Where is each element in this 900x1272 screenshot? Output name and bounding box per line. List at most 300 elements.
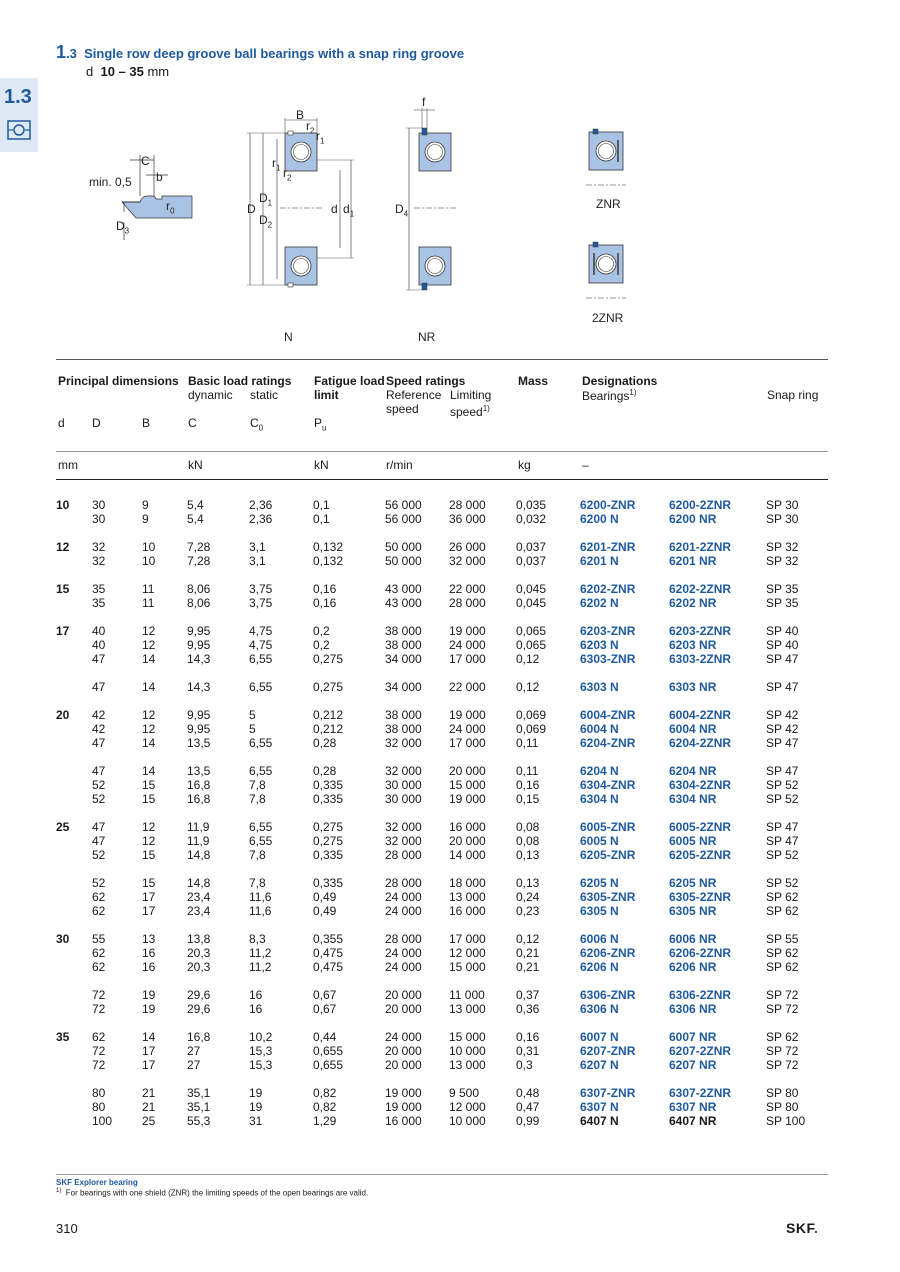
footnote-explorer: SKF Explorer bearing	[56, 1178, 138, 1187]
cell-B: 17	[142, 1058, 156, 1072]
cell-b2[interactable]: 6202 NR	[669, 596, 717, 610]
cell-b2[interactable]: 6304-2ZNR	[669, 778, 732, 792]
cell-b2[interactable]: 6204-2ZNR	[669, 736, 732, 750]
cell-b1[interactable]: 6202 N	[580, 596, 619, 610]
cell-D: 62	[92, 1030, 106, 1044]
cell-D: 80	[92, 1086, 106, 1100]
cell-d	[56, 1086, 92, 1100]
cell-d	[56, 722, 92, 736]
sym-d: d	[58, 416, 65, 430]
cell-ref: 20 000	[385, 1058, 422, 1072]
table-row	[56, 1002, 826, 1016]
table-row	[56, 792, 826, 806]
cell-lim: 16 000	[449, 904, 486, 918]
cell-lim: 13 000	[449, 1058, 486, 1072]
cell-ref: 38 000	[385, 624, 422, 638]
cell-sr: SP 47	[766, 764, 799, 778]
label-r0: $r_0$	[166, 199, 175, 216]
table-row	[56, 960, 826, 974]
cell-ref: 32 000	[385, 820, 422, 834]
cell-b1[interactable]: 6203-ZNR	[580, 624, 636, 638]
section-title: 1.3 Single row deep groove ball bearings with a snap ring groove	[56, 42, 465, 62]
cell-m: 0,48	[516, 1086, 540, 1100]
cell-lim: 13 000	[449, 1002, 486, 1016]
cell-C0: 11,6	[249, 890, 272, 904]
cell-D: 30	[92, 512, 106, 526]
cell-sr: SP 47	[766, 736, 799, 750]
cell-ref: 24 000	[385, 960, 422, 974]
cell-b2[interactable]: 6203 NR	[669, 638, 717, 652]
cell-D: 52	[92, 848, 106, 862]
label-min: min. 0,5	[89, 175, 132, 189]
group-spacer	[56, 526, 826, 540]
unit-kg: kg	[518, 458, 531, 472]
cell-b2[interactable]: 6303 NR	[669, 680, 717, 694]
cell-B: 10	[142, 540, 156, 554]
cell-C: 27	[187, 1058, 201, 1072]
cell-m: 0,16	[516, 1030, 540, 1044]
cell-d	[56, 1100, 92, 1114]
unit-rmin: r/min	[386, 458, 413, 472]
cell-b1[interactable]: 6306-ZNR	[580, 988, 636, 1002]
cell-m: 0,15	[516, 792, 540, 806]
cell-C: 9,95	[187, 708, 211, 722]
cell-b1[interactable]: 6303-ZNR	[580, 652, 636, 666]
cell-C: 8,06	[187, 596, 211, 610]
cell-C: 5,4	[187, 512, 204, 526]
cell-b2[interactable]: 6206 NR	[669, 960, 717, 974]
cell-B: 14	[142, 652, 156, 666]
cell-b1[interactable]: 6202-ZNR	[580, 582, 636, 596]
cell-ref: 30 000	[385, 778, 422, 792]
cell-m: 0,99	[516, 1114, 540, 1128]
group-spacer	[56, 610, 826, 624]
cell-m: 0,23	[516, 904, 540, 918]
cell-C0: 3,75	[249, 582, 273, 596]
cell-b2[interactable]: 6004-2ZNR	[669, 708, 732, 722]
cell-D: 47	[92, 764, 106, 778]
cell-b1[interactable]: 6200 N	[580, 512, 619, 526]
cell-b1[interactable]: 6004-ZNR	[580, 708, 636, 722]
cell-b1[interactable]: 6305-ZNR	[580, 890, 636, 904]
cell-sr: SP 72	[766, 1058, 799, 1072]
cell-b2[interactable]: 6005-2ZNR	[669, 820, 732, 834]
cell-m: 0,037	[516, 540, 547, 554]
cell-m: 0,24	[516, 890, 540, 904]
cell-C: 7,28	[187, 540, 211, 554]
label-r2: $r_2$	[283, 166, 292, 183]
label-r1: $r_1$	[272, 156, 281, 173]
cell-Pu: 0,475	[313, 960, 344, 974]
cell-Pu: 0,132	[313, 540, 344, 554]
cell-sr: SP 72	[766, 1002, 799, 1016]
cell-m: 0,47	[516, 1100, 540, 1114]
cell-lim: 32 000	[449, 554, 486, 568]
cell-lim: 20 000	[449, 764, 486, 778]
cell-b1[interactable]: 6005-ZNR	[580, 820, 636, 834]
cell-d	[56, 1044, 92, 1058]
cell-D: 72	[92, 1044, 106, 1058]
cell-C: 23,4	[187, 890, 211, 904]
cell-b2[interactable]: 6205 NR	[669, 876, 717, 890]
cell-b1[interactable]: 6007 N	[580, 1030, 619, 1044]
bearing-table	[56, 498, 826, 1128]
cell-sr: SP 47	[766, 834, 799, 848]
cell-C0: 11,2	[249, 946, 272, 960]
cell-b1[interactable]: 6201-ZNR	[580, 540, 636, 554]
table-row	[56, 820, 826, 834]
cell-lim: 19 000	[449, 792, 486, 806]
cell-sr: SP 40	[766, 638, 799, 652]
cell-C0: 6,55	[249, 820, 273, 834]
hdr-principal: Principal dimensions	[58, 374, 179, 388]
cell-D: 52	[92, 876, 106, 890]
cell-sr: SP 62	[766, 946, 799, 960]
table-row	[56, 778, 826, 792]
cell-sr: SP 35	[766, 582, 799, 596]
cell-ref: 32 000	[385, 736, 422, 750]
table-row	[56, 834, 826, 848]
cell-b1[interactable]: 6206-ZNR	[580, 946, 636, 960]
cell-Pu: 0,28	[313, 764, 337, 778]
cell-D: 62	[92, 904, 106, 918]
cell-b2[interactable]: 6201-2ZNR	[669, 540, 732, 554]
cell-b1[interactable]: 6305 N	[580, 904, 619, 918]
cell-b2[interactable]: 6305 NR	[669, 904, 717, 918]
cell-ref: 20 000	[385, 1002, 422, 1016]
label-B: B	[296, 108, 305, 122]
cell-b2[interactable]: 6305-2ZNR	[669, 890, 732, 904]
cell-Pu: 0,275	[313, 652, 344, 666]
cell-b1[interactable]: 6204 N	[580, 764, 619, 778]
caption-N: N	[284, 330, 293, 344]
cell-d	[56, 792, 92, 806]
cell-lim: 28 000	[449, 498, 486, 512]
cell-B: 13	[142, 932, 156, 946]
cell-lim: 19 000	[449, 708, 486, 722]
cell-sr: SP 30	[766, 498, 799, 512]
cell-C: 8,06	[187, 582, 211, 596]
cell-lim: 14 000	[449, 848, 486, 862]
cell-lim: 13 000	[449, 890, 486, 904]
cell-b1[interactable]: 6005 N	[580, 834, 619, 848]
cell-b1[interactable]: 6307 N	[580, 1100, 619, 1114]
cell-b1[interactable]: 6407 N	[580, 1114, 619, 1128]
cell-Pu: 0,44	[313, 1030, 337, 1044]
sym-Pu: $P_u$	[314, 416, 327, 433]
cell-ref: 34 000	[385, 680, 422, 694]
cell-sr: SP 47	[766, 820, 799, 834]
cell-C0: 4,75	[249, 638, 273, 652]
label-D1: $D_1$	[259, 191, 273, 208]
cell-d	[56, 946, 92, 960]
cell-C0: 3,1	[249, 554, 266, 568]
table-row	[56, 722, 826, 736]
footnote-1: $^{1)}$ For bearings with one shield (ZNR) the limiting speeds of the open bearings are valid.	[56, 1188, 369, 1198]
cell-D: 62	[92, 890, 106, 904]
table-row	[56, 890, 826, 904]
cell-d: 20	[56, 708, 70, 722]
cell-b1[interactable]: 6205-ZNR	[580, 848, 636, 862]
cell-C: 5,4	[187, 498, 204, 512]
cell-C0: 16	[249, 988, 263, 1002]
table-row	[56, 848, 826, 862]
cell-C0: 8,3	[249, 932, 266, 946]
cell-b2[interactable]: 6206-2ZNR	[669, 946, 732, 960]
cell-d	[56, 652, 92, 666]
cell-ref: 43 000	[385, 582, 422, 596]
cell-b1[interactable]: 6004 N	[580, 722, 619, 736]
cell-lim: 18 000	[449, 876, 486, 890]
rule-footer	[56, 1174, 828, 1175]
cell-b2[interactable]: 6205-2ZNR	[669, 848, 732, 862]
cell-C: 13,5	[187, 764, 211, 778]
rule-mid	[56, 451, 828, 452]
cell-B: 14	[142, 680, 156, 694]
table-row	[56, 638, 826, 652]
cell-m: 0,11	[516, 764, 539, 778]
cell-B: 16	[142, 960, 156, 974]
cell-D: 30	[92, 498, 106, 512]
cell-C: 9,95	[187, 638, 211, 652]
cell-Pu: 0,132	[313, 554, 344, 568]
cell-lim: 12 000	[449, 946, 486, 960]
hdr-snap: Snap ring	[767, 388, 819, 402]
cell-d	[56, 764, 92, 778]
label-C: C	[141, 154, 150, 168]
cell-b2[interactable]: 6200-2ZNR	[669, 498, 732, 512]
group-spacer	[56, 750, 826, 764]
cell-ref: 50 000	[385, 554, 422, 568]
cell-D: 47	[92, 652, 106, 666]
label-D: D	[247, 202, 256, 216]
cell-Pu: 0,49	[313, 904, 337, 918]
cell-b1[interactable]: 6207-ZNR	[580, 1044, 636, 1058]
cell-b1[interactable]: 6200-ZNR	[580, 498, 636, 512]
cell-D: 42	[92, 722, 106, 736]
cell-Pu: 0,28	[313, 736, 337, 750]
cell-m: 0,035	[516, 498, 547, 512]
cell-B: 21	[142, 1100, 156, 1114]
cell-Pu: 0,655	[313, 1044, 344, 1058]
cell-sr: SP 55	[766, 932, 799, 946]
cell-b1[interactable]: 6307-ZNR	[580, 1086, 636, 1100]
cell-ref: 38 000	[385, 708, 422, 722]
cell-d	[56, 904, 92, 918]
rule-data	[56, 479, 828, 480]
cell-B: 12	[142, 834, 156, 848]
cell-C0: 15,3	[249, 1058, 273, 1072]
cell-sr: SP 62	[766, 904, 799, 918]
cell-b2[interactable]: 6006 NR	[669, 932, 717, 946]
cell-lim: 17 000	[449, 652, 486, 666]
cell-C0: 19	[249, 1100, 263, 1114]
cell-B: 15	[142, 792, 156, 806]
cell-b2[interactable]: 6207 NR	[669, 1058, 717, 1072]
cell-C0: 11,6	[249, 904, 272, 918]
table-row	[56, 512, 826, 526]
group-spacer	[56, 806, 826, 820]
unit-kN-2: kN	[314, 458, 329, 472]
cell-Pu: 0,475	[313, 946, 344, 960]
cell-C0: 19	[249, 1086, 263, 1100]
cell-C: 23,4	[187, 904, 211, 918]
cell-b2[interactable]: 6203-2ZNR	[669, 624, 732, 638]
hdr-dynamic: dynamic	[188, 388, 233, 402]
table-row	[56, 582, 826, 596]
label-r2-top: $r_2$	[306, 119, 315, 136]
cell-ref: 28 000	[385, 876, 422, 890]
cell-d	[56, 834, 92, 848]
cell-b1[interactable]: 6201 N	[580, 554, 619, 568]
hdr-desig: Designations	[582, 374, 658, 388]
cell-sr: SP 47	[766, 680, 799, 694]
cell-b1[interactable]: 6306 N	[580, 1002, 619, 1016]
cell-D: 55	[92, 932, 106, 946]
cell-b2[interactable]: 6204 NR	[669, 764, 717, 778]
cell-b1[interactable]: 6204-ZNR	[580, 736, 636, 750]
cell-D: 52	[92, 778, 106, 792]
cell-d	[56, 596, 92, 610]
cell-B: 14	[142, 1030, 156, 1044]
table-row	[56, 708, 826, 722]
cell-ref: 20 000	[385, 988, 422, 1002]
cell-m: 0,11	[516, 736, 539, 750]
cell-b2[interactable]: 6004 NR	[669, 722, 717, 736]
table-row	[56, 652, 826, 666]
cell-B: 15	[142, 778, 156, 792]
cell-C0: 6,55	[249, 764, 273, 778]
cell-C: 35,1	[187, 1100, 211, 1114]
cell-lim: 22 000	[449, 582, 486, 596]
sym-C: C	[188, 416, 197, 430]
cell-lim: 28 000	[449, 596, 486, 610]
cell-C: 13,5	[187, 736, 211, 750]
cell-sr: SP 52	[766, 778, 799, 792]
cell-b2[interactable]: 6005 NR	[669, 834, 717, 848]
cell-C0: 10,2	[249, 1030, 273, 1044]
cell-m: 0,13	[516, 876, 540, 890]
cell-C: 20,3	[187, 946, 211, 960]
table-row	[56, 498, 826, 512]
cell-Pu: 0,1	[313, 498, 330, 512]
cell-ref: 28 000	[385, 848, 422, 862]
cell-b1[interactable]: 6006 N	[580, 932, 619, 946]
cell-lim: 24 000	[449, 722, 486, 736]
cell-b2[interactable]: 6307 NR	[669, 1100, 717, 1114]
cell-C0: 3,75	[249, 596, 273, 610]
cell-b2[interactable]: 6007 NR	[669, 1030, 717, 1044]
cell-b2[interactable]: 6200 NR	[669, 512, 717, 526]
table-row	[56, 1044, 826, 1058]
table-row	[56, 554, 826, 568]
cell-Pu: 0,275	[313, 680, 344, 694]
cell-C0: 7,8	[249, 876, 266, 890]
cell-b2[interactable]: 6207-2ZNR	[669, 1044, 732, 1058]
cell-b1[interactable]: 6304-ZNR	[580, 778, 636, 792]
hdr-ref: Reference speed	[386, 388, 442, 416]
skf-logo: SKF.	[786, 1220, 819, 1236]
cell-b1[interactable]: 6203 N	[580, 638, 619, 652]
rule-top	[56, 359, 828, 360]
cell-ref: 24 000	[385, 946, 422, 960]
cell-d: 35	[56, 1030, 70, 1044]
cell-Pu: 0,212	[313, 722, 344, 736]
cell-Pu: 1,29	[313, 1114, 337, 1128]
bearing-ZNR-drawing	[586, 129, 626, 185]
cell-C0: 5	[249, 708, 256, 722]
cell-Pu: 0,2	[313, 624, 330, 638]
cell-ref: 19 000	[385, 1100, 422, 1114]
cell-Pu: 0,16	[313, 596, 337, 610]
cell-sr: SP 100	[766, 1114, 806, 1128]
cell-b2[interactable]: 6201 NR	[669, 554, 717, 568]
cell-B: 17	[142, 890, 156, 904]
cell-b1[interactable]: 6304 N	[580, 792, 619, 806]
cell-m: 0,36	[516, 1002, 540, 1016]
cell-b2[interactable]: 6202-2ZNR	[669, 582, 732, 596]
cell-Pu: 0,355	[313, 932, 344, 946]
cell-b1[interactable]: 6303 N	[580, 680, 619, 694]
cell-d	[56, 736, 92, 750]
cell-ref: 28 000	[385, 932, 422, 946]
cell-d	[56, 890, 92, 904]
cell-D: 72	[92, 1058, 106, 1072]
cell-ref: 30 000	[385, 792, 422, 806]
cell-m: 0,12	[516, 932, 540, 946]
table-row	[56, 876, 826, 890]
cell-B: 15	[142, 848, 156, 862]
cell-C0: 16	[249, 1002, 263, 1016]
cell-D: 100	[92, 1114, 113, 1128]
cell-d	[56, 1002, 92, 1016]
cell-b1[interactable]: 6206 N	[580, 960, 619, 974]
sym-C0: $C_0$	[250, 416, 264, 433]
cell-sr: SP 47	[766, 652, 799, 666]
cell-lim: 24 000	[449, 638, 486, 652]
cell-Pu: 0,335	[313, 876, 344, 890]
cell-b1[interactable]: 6207 N	[580, 1058, 619, 1072]
cell-D: 35	[92, 582, 106, 596]
cell-C0: 4,75	[249, 624, 273, 638]
cell-m: 0,21	[516, 960, 540, 974]
cell-D: 72	[92, 1002, 106, 1016]
cell-C: 11,9	[187, 820, 210, 834]
cell-m: 0,032	[516, 512, 547, 526]
cell-b2[interactable]: 6304 NR	[669, 792, 717, 806]
label-d: d	[331, 202, 338, 216]
cell-b1[interactable]: 6205 N	[580, 876, 619, 890]
caption-NR: NR	[418, 330, 436, 344]
cell-sr: SP 62	[766, 960, 799, 974]
table-row	[56, 1086, 826, 1100]
table-row	[56, 680, 826, 694]
cell-b2[interactable]: 6306 NR	[669, 1002, 717, 1016]
cell-ref: 24 000	[385, 904, 422, 918]
caption-2ZNR: 2ZNR	[592, 311, 624, 325]
cell-C: 7,28	[187, 554, 211, 568]
cell-ref: 32 000	[385, 764, 422, 778]
cell-b2[interactable]: 6407 NR	[669, 1114, 717, 1128]
cell-sr: SP 62	[766, 890, 799, 904]
cell-C0: 6,55	[249, 680, 273, 694]
group-spacer	[56, 918, 826, 932]
cell-b2[interactable]: 6306-2ZNR	[669, 988, 732, 1002]
cell-b2[interactable]: 6303-2ZNR	[669, 652, 732, 666]
cell-d	[56, 988, 92, 1002]
caption-ZNR: ZNR	[596, 197, 621, 211]
cell-b2[interactable]: 6307-2ZNR	[669, 1086, 732, 1100]
